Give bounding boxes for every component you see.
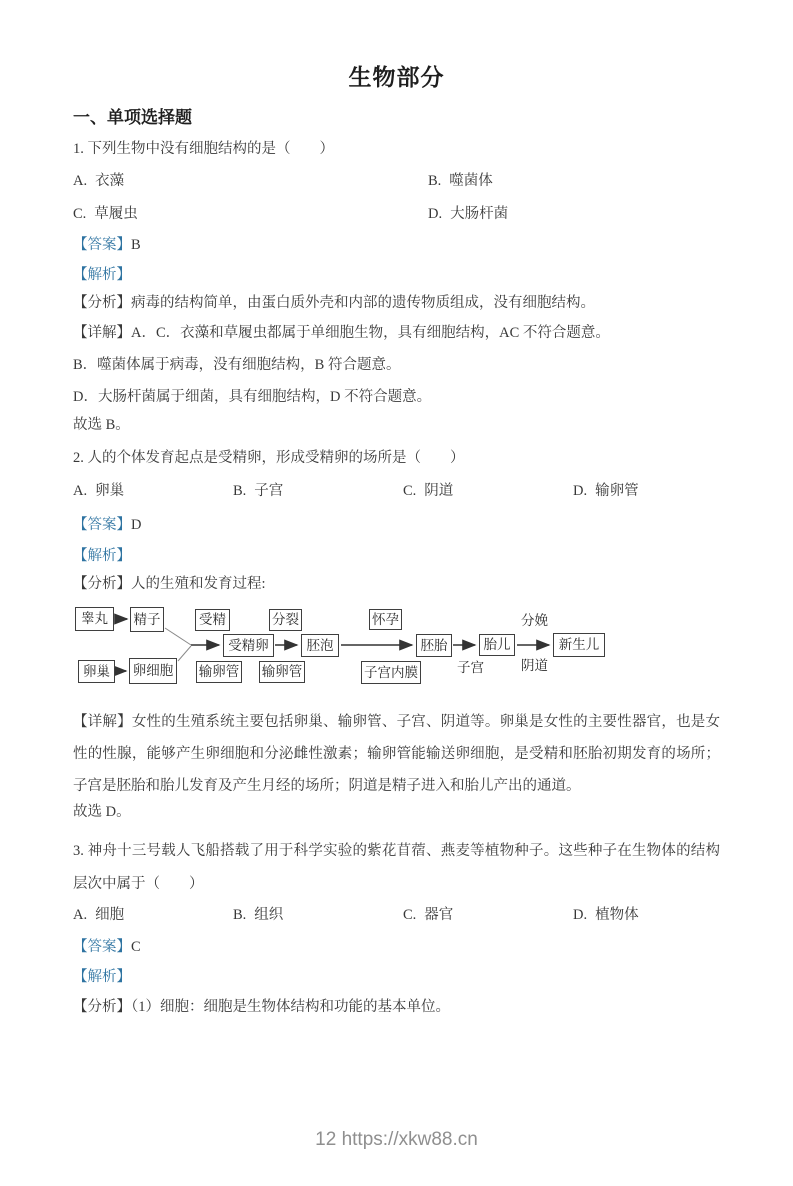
option-text: 噬菌体 <box>449 173 493 189</box>
section-heading: 一、单项选择题 <box>73 108 192 127</box>
option-label: C. <box>403 483 417 499</box>
q3-analysis: 【分析】（1）细胞：细胞是生物体结构和功能的基本单位。 <box>73 999 450 1015</box>
q3-option-c <box>403 905 573 925</box>
q2-options <box>73 481 720 501</box>
option-text: 衣藻 <box>95 173 125 189</box>
answer-tag: 【答案】 <box>73 939 131 955</box>
q2-detail: 【详解】女性的生殖系统主要包括卵巢、输卵管、子宫、阴道等。卵巢是女性的主要性器官，也是女性的性腺，能够产生卵细胞和分泌雌性激素；输卵管能输送卵细胞，是受精和胚胎初期发育的场所；子宫是胚胎和胎儿发育及产生月经的场所；阴道是精子进入和胎儿产出的通道。 <box>73 714 720 794</box>
exam-document-page <box>0 64 793 1017</box>
option-text: 器官 <box>424 907 454 923</box>
option-label: B. <box>233 483 247 499</box>
flow-node-zygote: 受精卵 <box>223 634 274 657</box>
q3-options <box>73 905 720 925</box>
q3-explain-tag <box>73 967 720 987</box>
q1-conclusion: 故选 B。 <box>73 417 130 433</box>
flow-node-oviduct-2: 输卵管 <box>259 661 305 683</box>
option-label: B. <box>233 907 247 923</box>
flow-node-endometrium: 子宫内膜 <box>361 661 421 684</box>
option-text: 大肠杆菌 <box>450 206 509 222</box>
answer-tag: 【答案】 <box>73 237 131 253</box>
option-text: 阴道 <box>424 483 454 499</box>
q3-option-b <box>233 905 403 925</box>
flow-node-fertilization: 受精 <box>195 609 230 631</box>
flow-node-ovary: 卵巢 <box>78 660 115 683</box>
explain-tag: 【解析】 <box>73 267 131 283</box>
q2-answer-value: D <box>131 517 142 533</box>
option-text: 组织 <box>254 907 284 923</box>
q1-detail-3: D．大肠杆菌属于细菌，具有细胞结构，D 不符合题意。 <box>73 389 432 405</box>
q2-stem: 2. 人的个体发育起点是受精卵，形成受精卵的场所是（ ） <box>73 450 465 466</box>
flow-node-embryo: 胚胎 <box>416 634 452 657</box>
q2-analysis: 【分析】人的生殖和发育过程: <box>73 576 266 592</box>
q3-option-d <box>573 905 720 925</box>
question-2 <box>73 448 720 822</box>
flow-node-division: 分裂 <box>269 609 302 631</box>
flow-label-uterus: 子宫 <box>457 660 484 675</box>
flow-node-pregnancy: 怀孕 <box>369 609 402 630</box>
page-title: 生物部分 <box>348 65 445 90</box>
flow-label-delivery: 分娩 <box>521 613 548 628</box>
q2-option-c <box>403 481 573 501</box>
q1-detail-2: B．噬菌体属于病毒，没有细胞结构，B 符合题意。 <box>73 357 401 373</box>
q2-conclusion: 故选 D。 <box>73 804 131 820</box>
option-label: C. <box>73 206 87 222</box>
option-text: 草履虫 <box>94 206 138 222</box>
explain-tag: 【解析】 <box>73 969 131 985</box>
q1-option-c <box>73 204 428 224</box>
reproduction-flowchart <box>75 600 615 693</box>
flow-node-sperm: 精子 <box>130 607 164 632</box>
q2-explain-tag <box>73 546 720 566</box>
explain-tag: 【解析】 <box>73 548 131 564</box>
q1-options <box>73 171 720 224</box>
q1-option-b <box>428 171 720 191</box>
flow-node-oviduct-1: 输卵管 <box>196 661 242 683</box>
q1-answer-line <box>73 235 720 255</box>
option-label: A. <box>73 173 88 189</box>
option-text: 输卵管 <box>595 483 639 499</box>
q1-stem: 1. 下列生物中没有细胞结构的是（ ） <box>73 141 334 157</box>
option-label: D. <box>573 907 588 923</box>
option-label: D. <box>573 483 588 499</box>
flow-label-vagina: 阴道 <box>521 658 548 673</box>
q2-option-b <box>233 481 403 501</box>
q2-option-a <box>73 481 233 501</box>
question-3 <box>73 835 720 1017</box>
question-1 <box>73 139 720 435</box>
q2-option-d <box>573 481 720 501</box>
q1-detail-1: 【详解】A．C．衣藻和草履虫都属于单细胞生物，具有细胞结构，AC 不符合题意。 <box>73 325 610 341</box>
option-text: 细胞 <box>95 907 125 923</box>
option-label: A. <box>73 483 88 499</box>
q1-analysis: 【分析】病毒的结构简单，由蛋白质外壳和内部的遗传物质组成，没有细胞结构。 <box>73 295 595 311</box>
q3-answer-value: C <box>131 939 141 955</box>
page-footer-url: 12 https://xkw88.cn <box>315 1129 478 1150</box>
option-label: B. <box>428 173 442 189</box>
option-label: D. <box>428 206 443 222</box>
option-text: 子宫 <box>254 483 284 499</box>
q1-explain-tag <box>73 265 720 285</box>
q3-answer-line <box>73 937 720 957</box>
q1-option-d <box>428 204 720 224</box>
flow-node-fetus: 胎儿 <box>479 634 515 656</box>
answer-tag: 【答案】 <box>73 517 131 533</box>
flow-node-blastocyst: 胚泡 <box>301 634 339 657</box>
option-text: 植物体 <box>595 907 639 923</box>
option-label: A. <box>73 907 88 923</box>
q2-answer-line <box>73 515 720 535</box>
q1-option-a <box>73 171 428 191</box>
flow-node-egg-cell: 卵细胞 <box>129 658 177 684</box>
q1-answer-value: B <box>131 237 141 253</box>
flow-node-testis: 睾丸 <box>75 607 114 631</box>
q3-option-a <box>73 905 233 925</box>
q3-stem: 3. 神舟十三号载人飞船搭载了用于科学实验的紫花苜蓿、燕麦等植物种子。这些种子在生物体的结构层次中属于（ ） <box>73 843 720 892</box>
option-label: C. <box>403 907 417 923</box>
option-text: 卵巢 <box>95 483 125 499</box>
flow-node-newborn: 新生儿 <box>553 633 605 657</box>
